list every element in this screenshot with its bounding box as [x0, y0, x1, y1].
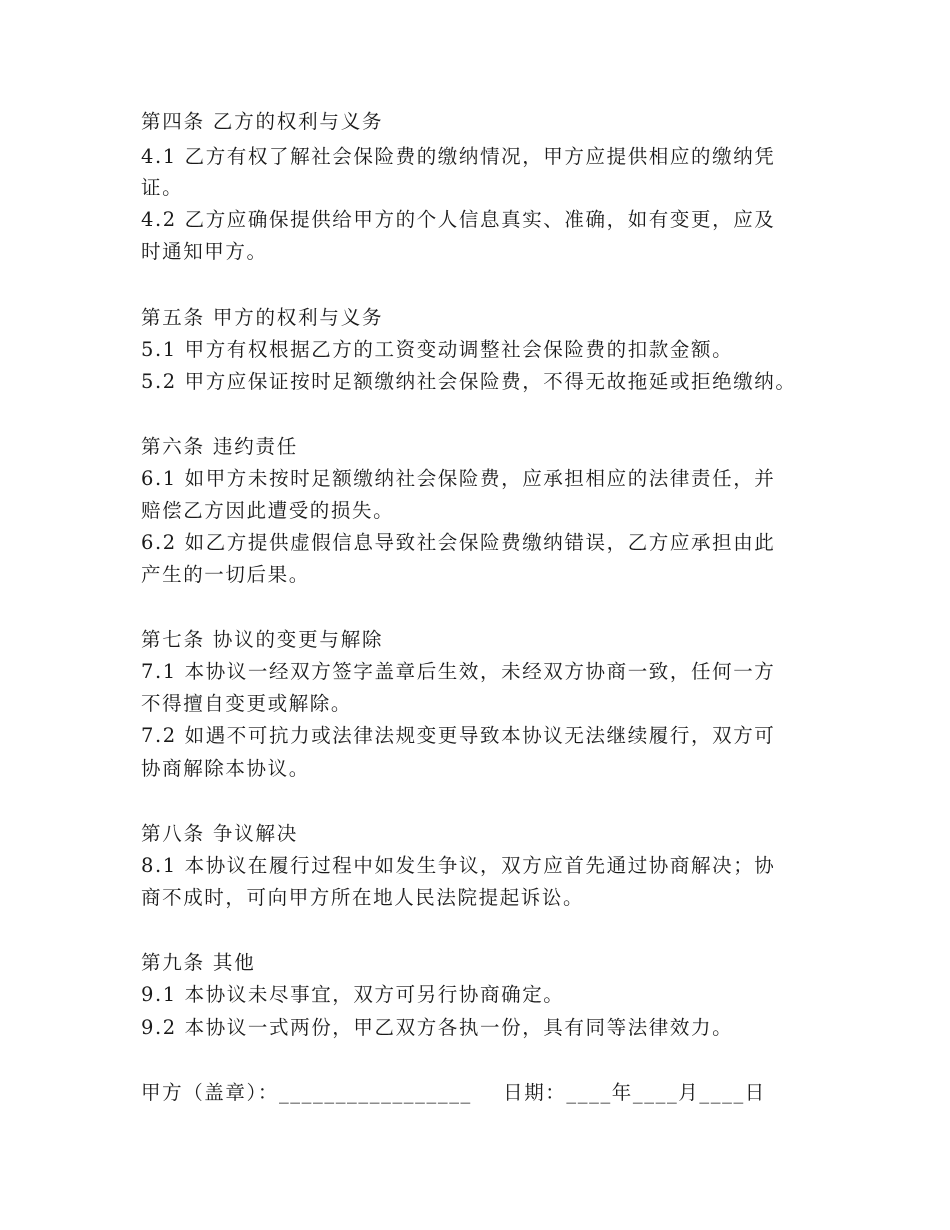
- clause-line: 时通知甲方。: [141, 240, 268, 263]
- section-heading: 第九条 其他: [141, 951, 256, 974]
- clause-line: 8.1 本协议在履行过程中如发生争议，双方应首先通过协商解决；协: [141, 854, 776, 877]
- clause-line: 7.2 如遇不可抗力或法律法规变更导致本协议无法继续履行，双方可: [141, 724, 776, 747]
- section-heading: 第七条 协议的变更与解除: [141, 628, 384, 651]
- section-heading: 第六条 违约责任: [141, 435, 299, 458]
- clause-line: 4.1 乙方有权了解社会保险费的缴纳情况，甲方应提供相应的缴纳凭: [141, 145, 776, 168]
- clause-line: 5.2 甲方应保证按时足额缴纳社会保险费，不得无故拖延或拒绝缴纳。: [141, 370, 797, 393]
- clause-line: 9.2 本协议一式两份，甲乙双方各执一份，具有同等法律效力。: [141, 1016, 734, 1039]
- clause-line: 证。: [141, 176, 184, 199]
- clause-line: 产生的一切后果。: [141, 563, 310, 586]
- section-heading: 第四条 乙方的权利与义务: [141, 110, 384, 133]
- signature-line: 甲方（盖章）：_________________ 日期：____年____月____日: [141, 1081, 766, 1104]
- section-heading: 第八条 争议解决: [141, 822, 299, 845]
- clause-line: 不得擅自变更或解除。: [141, 692, 353, 715]
- clause-line: 5.1 甲方有权根据乙方的工资变动调整社会保险费的扣款金额。: [141, 338, 734, 361]
- section-heading: 第五条 甲方的权利与义务: [141, 306, 384, 329]
- clause-line: 赔偿乙方因此遭受的损失。: [141, 499, 395, 522]
- clause-line: 6.2 如乙方提供虚假信息导致社会保险费缴纳错误，乙方应承担由此: [141, 531, 776, 554]
- clause-line: 商不成时，可向甲方所在地人民法院提起诉讼。: [141, 886, 585, 909]
- clause-line: 协商解除本协议。: [141, 757, 310, 780]
- clause-line: 9.1 本协议未尽事宜，双方可另行协商确定。: [141, 983, 565, 1006]
- clause-line: 6.1 如甲方未按时足额缴纳社会保险费，应承担相应的法律责任，并: [141, 467, 776, 490]
- clause-line: 4.2 乙方应确保提供给甲方的个人信息真实、准确，如有变更，应及: [141, 208, 776, 231]
- clause-line: 7.1 本协议一经双方签字盖章后生效，未经双方协商一致，任何一方: [141, 660, 776, 683]
